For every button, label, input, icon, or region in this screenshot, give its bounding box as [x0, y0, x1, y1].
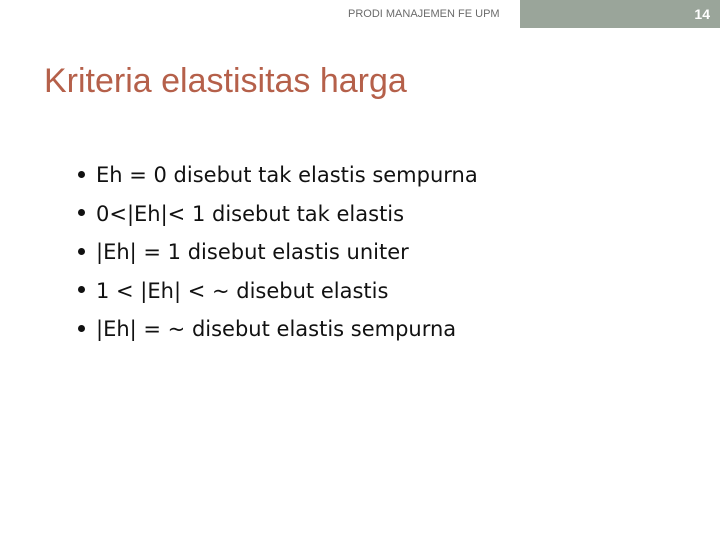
bullet-text: |Eh| = ~ disebut elastis sempurna — [96, 317, 457, 341]
slide-title: Kriteria elastisitas harga — [44, 62, 407, 100]
header-bar — [0, 0, 720, 28]
bullet-dot-icon — [78, 325, 85, 332]
page-number: 14 — [694, 6, 710, 22]
bullet-item — [78, 156, 478, 195]
bullet-text: |Eh| = 1 disebut elastis uniter — [96, 240, 409, 264]
bullet-item — [78, 195, 478, 234]
bullet-text: Eh = 0 disebut tak elastis sempurna — [96, 163, 478, 187]
page-number-box — [520, 0, 720, 28]
bullet-item — [78, 272, 478, 311]
header-title: PRODI MANAJEMEN FE UPM — [348, 8, 500, 20]
bullet-list — [78, 156, 478, 349]
bullet-dot-icon — [78, 248, 85, 255]
bullet-text: 1 < |Eh| < ~ disebut elastis — [96, 278, 389, 303]
bullet-item — [78, 310, 478, 349]
bullet-text: 0<|Eh|< 1 disebut tak elastis — [96, 201, 405, 226]
bullet-dot-icon — [78, 171, 85, 178]
bullet-item — [78, 233, 478, 272]
bullet-dot-icon — [78, 286, 85, 293]
bullet-dot-icon — [78, 209, 85, 216]
